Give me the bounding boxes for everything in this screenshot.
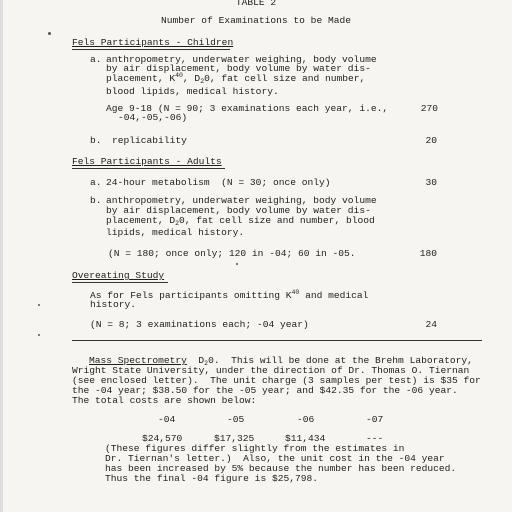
- margin-speck: [38, 304, 40, 306]
- mass-spec-paragraph-line-4: the -04 year; $38.50 for the -05 year; and $42.35 for the -06 year.: [72, 385, 458, 396]
- cost-year-05: -05: [227, 414, 245, 425]
- children-heading-rule: [72, 49, 230, 50]
- cost-value-07: ---: [366, 433, 384, 444]
- overeating-n-line: (N = 8; 3 examinations each; -04 year): [90, 319, 309, 330]
- adults-n-count: 180: [419, 248, 437, 259]
- page-edge: [0, 0, 3, 512]
- cost-value-05: $17,325: [214, 433, 255, 444]
- mass-spec-heading: Mass Spectrometry: [89, 355, 187, 366]
- adults-b-line-4: lipids, medical history.: [106, 227, 245, 238]
- children-age-line-1: Age 9-18 (N = 90; 3 examinations each year, i.e.,: [106, 103, 389, 114]
- cost-value-04: $24,570: [142, 433, 183, 444]
- adults-b-marker: b.: [90, 195, 102, 206]
- cost-year-04: -04: [158, 414, 176, 425]
- document-title: Number of Examinations to be Made: [161, 15, 351, 26]
- adults-heading-rule: [72, 168, 225, 169]
- adults-a-marker: a.: [90, 177, 102, 188]
- mass-spec-paragraph-line-1: Mass Spectrometry $D_20$. This will be done at the Brehm Laboratory,: [89, 355, 473, 367]
- children-b-count: 20: [425, 135, 437, 146]
- overeating-heading: Overeating Study: [72, 270, 165, 281]
- children-a-line-1: anthropometry, underwater weighing, body volume: [106, 54, 377, 65]
- children-a-line-2: by air displacement, body volume by water dis-: [106, 63, 371, 74]
- children-heading: Fels Participants - Children: [72, 37, 234, 48]
- adults-a-text: 24-hour metabolism (N = 30; once only): [106, 177, 331, 188]
- children-age-line-2: -04,-05,-06): [118, 112, 188, 123]
- margin-mark: [48, 32, 51, 35]
- adults-b-line-1: anthropometry, underwater weighing, body volume: [106, 195, 377, 206]
- margin-speck: [236, 263, 238, 265]
- cost-note-line-3: has been increased by 5% because the number has been reduced.: [105, 463, 457, 474]
- cost-year-07: -07: [366, 414, 384, 425]
- margin-speck: [38, 334, 40, 336]
- cost-note-line-1: (These figures differ slightly from the estimates in: [105, 443, 405, 454]
- children-b-marker: b.: [90, 135, 102, 146]
- cost-note-line-4: Thus the final -04 figure is $25,798.: [105, 473, 319, 484]
- overeating-line-1: As for Fels participants omitting $K^{40}$ and medical: [90, 289, 369, 301]
- overeating-heading-rule: [72, 282, 168, 283]
- mass-spec-paragraph-line-3: (see enclosed letter). The unit charge (3 samples per test) is $35 for: [72, 375, 481, 386]
- section-divider: [72, 340, 482, 341]
- table-label: TABLE 2: [235, 0, 277, 8]
- adults-b-line-2: by air displacement, body volume by water dis-: [106, 205, 371, 216]
- adults-heading: Fels Participants - Adults: [72, 156, 222, 167]
- children-a-marker: a.: [90, 54, 102, 65]
- adults-a-count: 30: [425, 177, 437, 188]
- cost-value-06: $11,434: [285, 433, 326, 444]
- children-b-text: replicability: [112, 135, 187, 146]
- mass-spec-paragraph-line-5: The total costs are shown below:: [72, 395, 257, 406]
- adults-n-line: (N = 180; once only; 120 in -04; 60 in -05.: [108, 248, 356, 259]
- overeating-count: 24: [425, 319, 437, 330]
- cost-year-06: -06: [297, 414, 315, 425]
- children-age-count: 270: [420, 103, 438, 114]
- mass-spec-paragraph-line-2: Wright State University, under the direction of Dr. Thomas O. Tiernan: [72, 365, 470, 376]
- adults-b-line-3: placement, $D_20$, fat cell size and number, blood: [106, 215, 375, 227]
- overeating-line-2: history.: [90, 299, 137, 310]
- cost-note-line-2: Dr. Tiernan's letter.) Also, the unit cost in the -04 year: [105, 453, 445, 464]
- children-a-line-4: blood lipids, medical history.: [106, 86, 279, 97]
- children-a-line-3: placement, $K^{40}$, $D_20$, fat cell size and number,: [106, 72, 366, 85]
